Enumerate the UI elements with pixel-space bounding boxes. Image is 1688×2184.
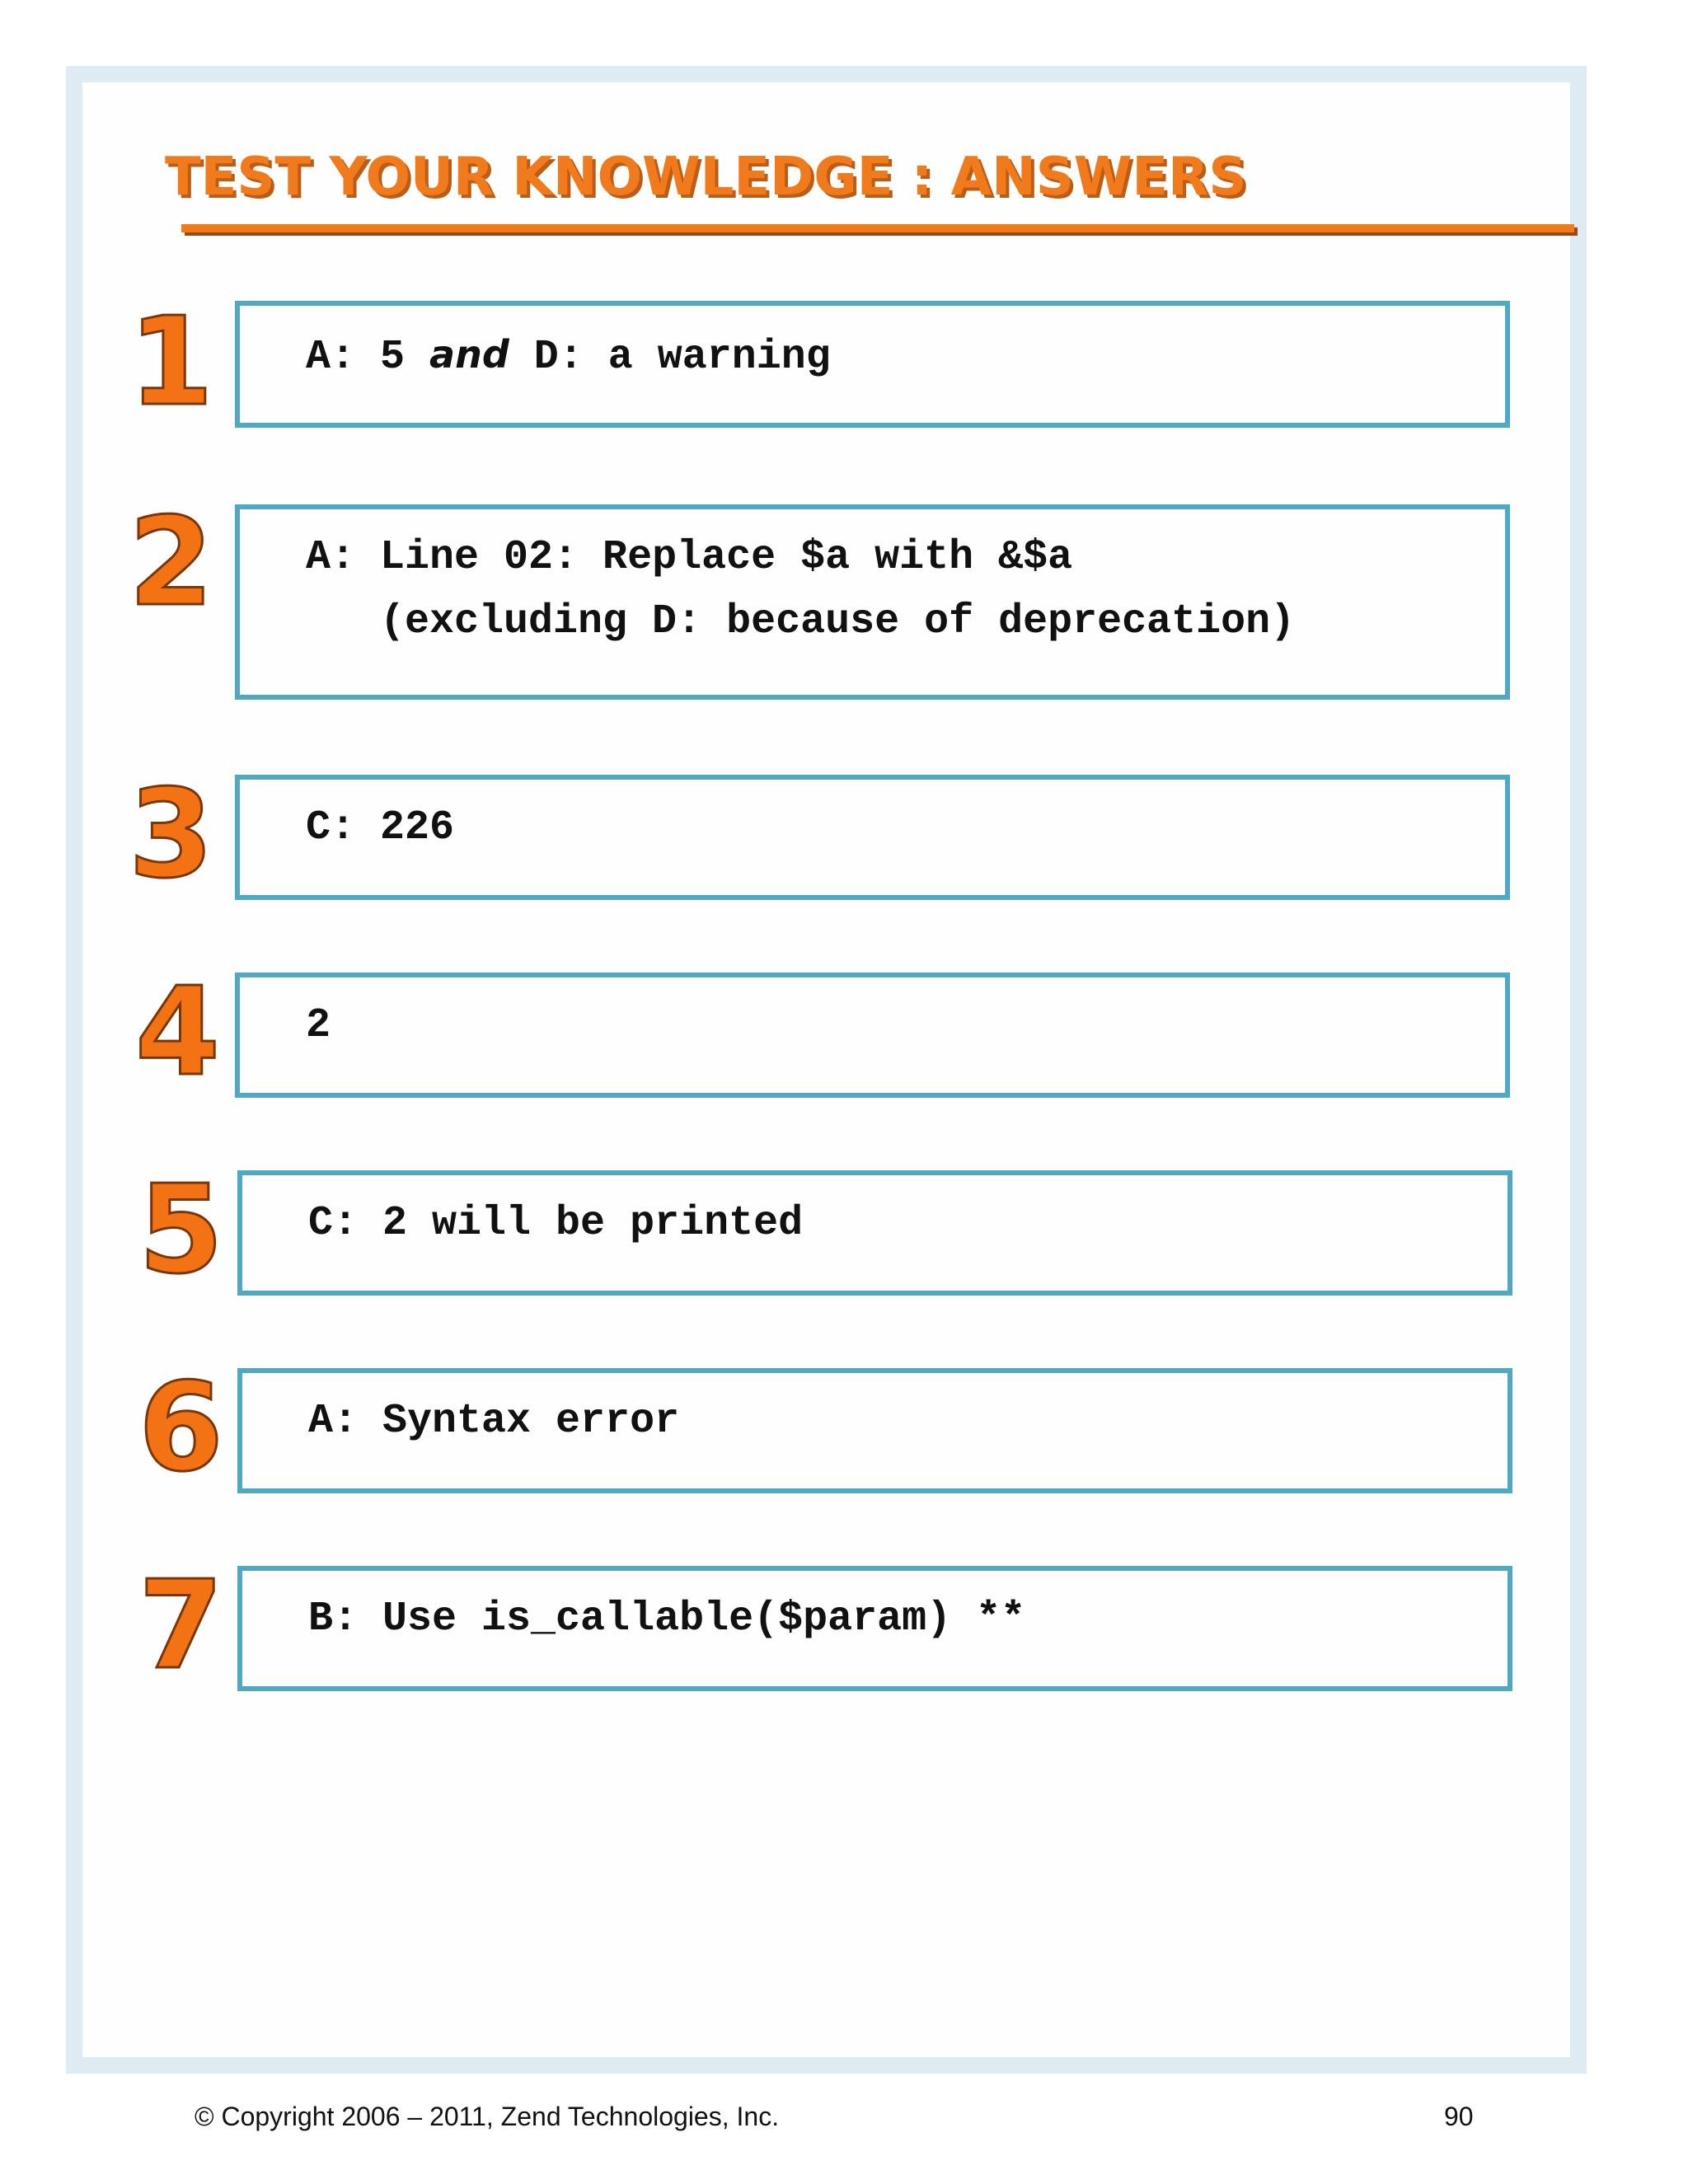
answer-number-7 — [134, 1562, 232, 1677]
answer-1-prefix: A: 5 — [306, 334, 430, 381]
page-title: TEST YOUR KNOWLEDGE : ANSWERS — [165, 147, 1247, 208]
answer-3-text: C: 226 — [306, 804, 455, 851]
answer-2-line-1: A: Line 02: Replace $a with &$a — [306, 534, 1073, 581]
answer-number-6-text: 6 — [138, 1364, 223, 1479]
answer-box-3 — [235, 775, 1510, 900]
answer-number-5-text: 5 — [138, 1166, 223, 1282]
answer-7-text: B: Use is_callable($param) ** — [308, 1596, 1026, 1643]
answer-1-emphasis: and — [429, 332, 509, 377]
answer-box-7 — [237, 1566, 1512, 1691]
answer-6-text: A: Syntax error — [308, 1398, 680, 1445]
answer-number-3 — [124, 771, 223, 886]
answer-box-6 — [237, 1368, 1512, 1493]
answer-1-text — [306, 332, 831, 381]
answer-number-5 — [134, 1166, 232, 1282]
answer-box-1 — [235, 301, 1510, 428]
answer-number-1-text: 1 — [129, 298, 213, 414]
answer-number-7-text: 7 — [138, 1562, 223, 1677]
answer-number-3-text: 3 — [129, 771, 213, 886]
answer-box-5 — [237, 1170, 1512, 1296]
answer-number-2-text: 2 — [129, 499, 213, 614]
answer-2-line-2: (excluding D: because of deprecation) — [380, 598, 1296, 645]
answer-5-text: C: 2 will be printed — [308, 1200, 804, 1247]
answer-1-suffix: D: a warning — [509, 334, 831, 381]
answer-number-4 — [130, 968, 229, 1084]
answer-number-2 — [124, 499, 223, 614]
title-underline — [181, 224, 1574, 232]
answer-number-4-text: 4 — [135, 968, 220, 1084]
answer-number-1 — [124, 298, 223, 414]
answer-number-6 — [134, 1364, 232, 1479]
answer-4-text: 2 — [306, 1002, 331, 1049]
answer-box-4 — [235, 972, 1510, 1098]
copyright-notice: © Copyright 2006 – 2011, Zend Technologies, Inc. — [195, 2102, 780, 2131]
answer-box-2 — [235, 504, 1510, 700]
page-number: 90 — [1444, 2102, 1474, 2131]
